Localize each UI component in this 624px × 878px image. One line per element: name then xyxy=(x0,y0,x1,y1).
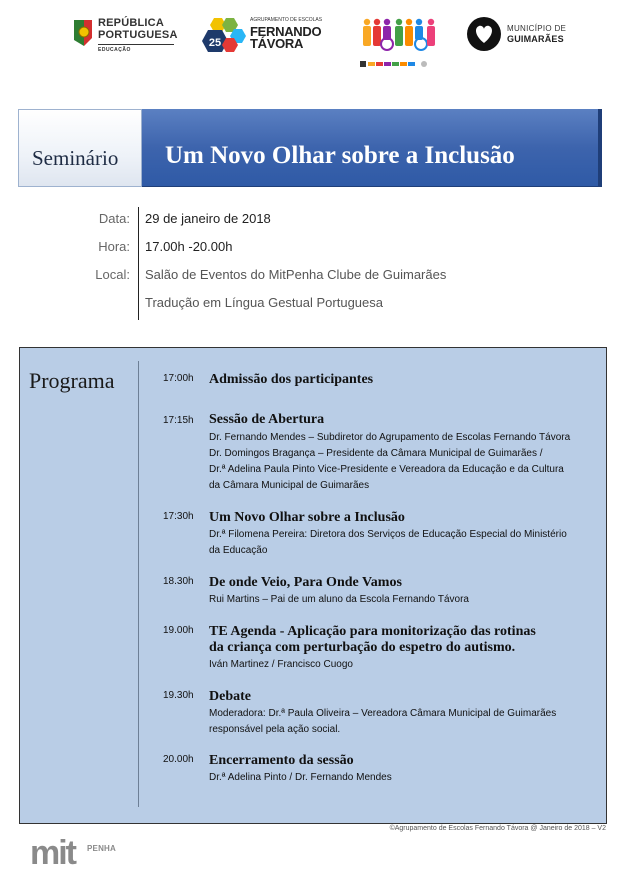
agrupamento-name-line1: FERNANDO xyxy=(250,24,322,39)
program-item-heading: Debate xyxy=(209,689,251,704)
municipio-line1: MUNICÍPIO DE xyxy=(507,24,567,33)
mit-wordmark: mit xyxy=(30,834,75,872)
info-divider xyxy=(138,207,139,320)
inclusion-figures-logo xyxy=(360,16,438,72)
program-item-heading-continued: da criança com perturbação do espetro do autismo. xyxy=(209,640,516,655)
flag-emblem-icon xyxy=(72,18,94,48)
republica-rule xyxy=(98,44,174,45)
time-label: Hora: xyxy=(98,239,130,254)
municipio-line2: GUIMARÃES xyxy=(507,34,564,44)
program-title: Programa xyxy=(29,368,115,393)
program-item-time: 18.30h xyxy=(163,576,194,587)
seminar-label: Seminário xyxy=(32,146,119,170)
program-item-time: 20.00h xyxy=(163,754,194,765)
program-box xyxy=(19,347,607,824)
program-item-heading: Encerramento da sessão xyxy=(209,753,354,768)
hexagon-cluster-icon xyxy=(200,14,248,56)
program-item-time: 17:30h xyxy=(163,511,194,522)
municipio-guimaraes-logo xyxy=(466,16,576,56)
republica-line1: REPÚBLICA xyxy=(98,17,164,29)
program-item-time: 17:15h xyxy=(163,415,194,426)
date-value: 29 de janeiro de 2018 xyxy=(145,211,271,226)
copyright-text: ©Agrupamento de Escolas Fernando Távora @ Janeiro de 2018 – V2 xyxy=(389,825,606,832)
anniversary-badge-text: 25 xyxy=(208,37,222,49)
program-divider xyxy=(138,361,139,807)
agrupamento-fernando-tavora-logo xyxy=(200,12,325,58)
program-item-detail: responsável pela ação social. xyxy=(209,724,341,735)
place-label: Local: xyxy=(95,267,130,282)
program-item-heading: TE Agenda - Aplicação para monitorização das rotinas xyxy=(209,624,536,639)
republica-line2: PORTUGUESA xyxy=(98,29,178,41)
place-value: Salão de Eventos do MitPenha Clube de Guimarães xyxy=(145,267,447,282)
program-item-detail: da Câmara Municipal de Guimarães xyxy=(209,480,370,491)
heart-circle-icon xyxy=(466,16,502,52)
program-item-heading: Admissão dos participantes xyxy=(209,372,374,387)
seminar-label-box xyxy=(18,109,142,187)
sign-language-note: Tradução em Língua Gestual Portuguesa xyxy=(145,295,383,310)
agrupamento-small-text: AGRUPAMENTO DE ESCOLAS xyxy=(250,17,323,23)
program-item-detail: Dr. Fernando Mendes – Subdiretor do Agrupamento de Escolas Fernando Távora xyxy=(209,432,571,443)
agrupamento-name-line2: TÁVORA xyxy=(250,36,304,51)
page-title: Um Novo Olhar sobre a Inclusão xyxy=(165,142,515,169)
program-item-detail: Moderadora: Dr.ª Paula Oliveira – Vereadora Câmara Municipal de Guimarães xyxy=(209,708,557,719)
program-item-detail: Dr.ª Adelina Pinto / Dr. Fernando Mendes xyxy=(209,772,392,783)
time-value: 17.00h -20.00h xyxy=(145,239,233,254)
program-item-heading: Sessão de Abertura xyxy=(209,412,325,427)
program-item-time: 17:00h xyxy=(163,373,194,384)
program-item-detail: Dr.ª Adelina Paula Pinto Vice-Presidente e Vereadora da Educação e da Cultura xyxy=(209,464,564,475)
inclusion-colorbar-icon xyxy=(360,60,430,68)
program-item-detail: Dr. Domingos Bragança – Presidente da Câmara Municipal de Guimarães / xyxy=(209,448,543,459)
program-item-time: 19.30h xyxy=(163,690,194,701)
program-item-detail: da Educação xyxy=(209,545,268,556)
republica-line3: EDUCAÇÃO xyxy=(98,47,131,53)
program-item-detail: Iván Martinez / Francisco Cuogo xyxy=(209,659,353,670)
inclusion-people-icon xyxy=(360,16,438,60)
penha-wordmark: PENHA xyxy=(87,844,117,853)
program-item-detail: Rui Martins – Pai de um aluno da Escola Fernando Távora xyxy=(209,594,469,605)
program-item-time: 19.00h xyxy=(163,625,194,636)
date-label: Data: xyxy=(98,211,130,226)
program-item-heading: De onde Veio, Para Onde Vamos xyxy=(209,575,402,590)
republica-portuguesa-logo xyxy=(72,14,182,58)
program-item-detail: Dr.ª Filomena Pereira: Diretora dos Serviços de Educação Especial do Ministério xyxy=(209,529,567,540)
program-item-heading: Um Novo Olhar sobre a Inclusão xyxy=(209,510,405,525)
mitpenha-logo xyxy=(30,834,140,872)
title-banner xyxy=(142,109,602,187)
